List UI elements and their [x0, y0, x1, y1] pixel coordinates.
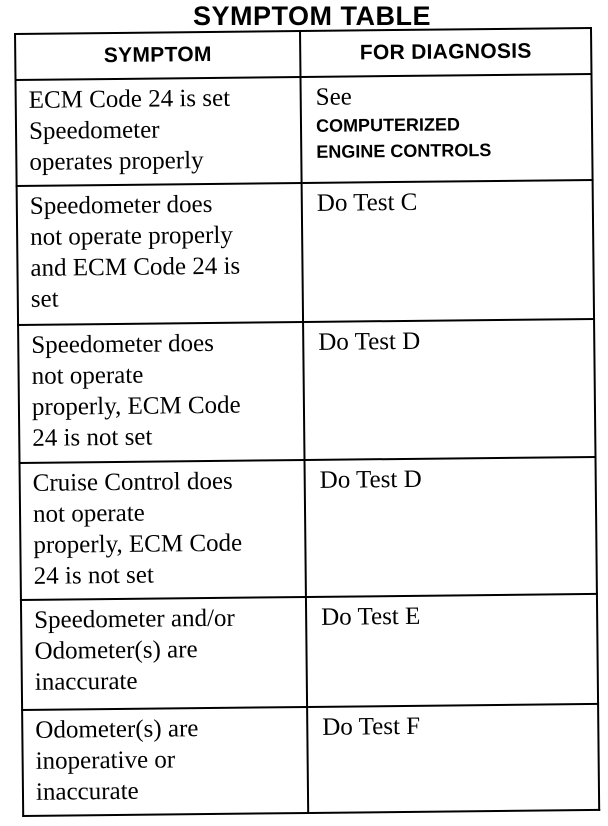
symptom-table: [14, 27, 600, 817]
diagnosis-cell: [300, 74, 592, 183]
symptom-text-line: properly, ECM Code: [31, 391, 241, 421]
symptom-text-line: not operate: [32, 499, 145, 529]
symptom-text-line: 24 is not set: [33, 561, 155, 591]
symptom-cell: [21, 597, 307, 710]
diagnosis-cell: [306, 594, 598, 707]
symptom-text-line: ECM Code 24 is set: [28, 84, 231, 114]
column-header-diagnosis: FOR DIAGNOSIS: [300, 28, 591, 77]
header-row: [15, 28, 591, 80]
table-row: [17, 180, 594, 325]
diagnosis-text-line: Do Test D: [319, 466, 422, 495]
symptom-text-line: operates properly: [29, 147, 204, 176]
symptom-text-line: 24 is not set: [32, 423, 153, 452]
diagnosis-cell: [307, 704, 599, 813]
table-row: [22, 704, 599, 816]
symptom-cell: [20, 460, 306, 600]
table-title: SYMPTOM TABLE: [192, 1, 431, 31]
diagnosis-cell: [305, 457, 597, 597]
symptom-cell: [18, 322, 304, 464]
table-row: [20, 457, 597, 600]
table-row: [16, 74, 593, 186]
symptom-text-line: Odometer(s) are: [34, 635, 198, 665]
diagnosis-reference-line: ENGINE CONTROLS: [316, 140, 492, 162]
symptom-cell: [17, 183, 303, 325]
symptom-text-line: and ECM Code 24 is: [30, 252, 241, 282]
symptom-text-line: Cruise Control does: [32, 468, 233, 498]
diagnosis-text-line: See: [315, 83, 352, 111]
symptom-text-line: properly, ECM Code: [33, 529, 243, 560]
symptom-cell: [16, 77, 302, 186]
symptom-text-line: inoperative or: [35, 746, 176, 775]
table-row: [18, 319, 595, 464]
diagnosis-text-line: Do Test D: [318, 327, 421, 356]
diagnosis-text-line: Do Test E: [321, 602, 421, 631]
diagnosis-text-line: Do Test F: [322, 712, 421, 741]
column-header-symptom: SYMPTOM: [15, 31, 300, 80]
symptom-cell: [22, 707, 308, 816]
symptom-text-line: Odometer(s) are: [35, 715, 199, 744]
symptom-text-line: Speedometer and/or: [34, 604, 235, 634]
symptom-table-container: [14, 27, 598, 817]
symptom-text-line: inaccurate: [35, 777, 139, 806]
symptom-text-line: Speedometer does: [29, 190, 213, 220]
symptom-text-line: Speedometer: [28, 116, 160, 145]
diagnosis-text-line: Do Test C: [316, 188, 418, 217]
symptom-text-line: not operate: [31, 361, 144, 390]
symptom-text-line: not operate properly: [30, 221, 233, 251]
symptom-text-line: set: [30, 285, 59, 313]
diagnosis-cell: [302, 180, 594, 322]
diagnosis-reference-line: COMPUTERIZED: [315, 114, 461, 136]
symptom-text-line: Speedometer does: [31, 329, 215, 359]
symptom-text-line: inaccurate: [34, 667, 138, 696]
diagnosis-cell: [303, 319, 595, 461]
table-row: [21, 594, 598, 710]
